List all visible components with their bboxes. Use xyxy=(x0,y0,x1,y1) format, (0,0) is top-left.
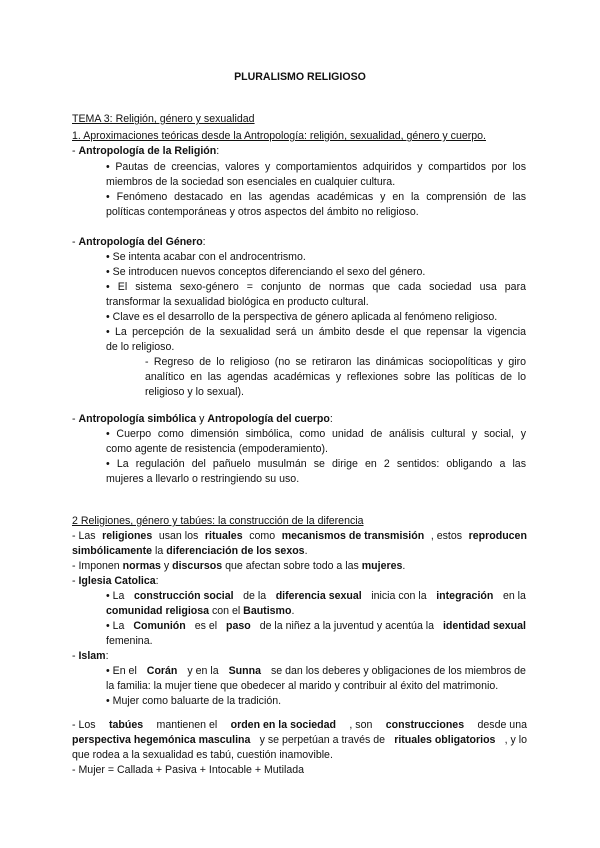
islam-bullet-1-cont: la familia: la mujer tiene que obedecer al marido y contribuir al éxito del matrimonio. xyxy=(106,680,499,692)
genero-sub-item: - Regreso de lo religioso (no se retiraron las dinámicas sociopolíticas y giro xyxy=(145,356,526,368)
religion-bullet-1-cont: miembros de la sociedad son esenciales en cualquier cultura. xyxy=(106,176,396,188)
genero-bullet-5: • La percepción de la sexualidad será un ámbito desde el que repensar la vigencia xyxy=(106,326,526,338)
normas-paragraph: - Imponen normas y discursos que afectan sobre todo a las mujeres. xyxy=(72,560,406,572)
iglesia-bullet-1-cont: comunidad religiosa con el Bautismo. xyxy=(106,605,295,617)
mujer-equation: - Mujer = Callada + Pasiva + Intocable + Mutilada xyxy=(72,764,305,776)
simbolica-bullet-1-cont: como agente de resistencia (empoderamiento). xyxy=(106,443,328,455)
genero-sub-item-cont-2: religioso y lo sexual). xyxy=(145,386,244,398)
simbolica-bullet-2: • La regulación del pañuelo musulmán se dirige en 2 sentidos: obligando a las xyxy=(106,458,526,470)
religion-bullet-1: • Pautas de creencias, valores y comportamientos adquiridos y compartidos por los xyxy=(106,161,526,173)
iglesia-bullet-2-cont: femenina. xyxy=(106,635,153,647)
islam-heading: - Islam: xyxy=(72,650,109,662)
religiones-paragraph-cont: simbólicamente la diferenciación de los sexos. xyxy=(72,545,308,557)
section-2-heading: 2 Religiones, género y tabúes: la construcción de la diferencia xyxy=(72,515,364,527)
genero-bullet-3: • El sistema sexo-género = conjunto de normas que cada sociedad usa para xyxy=(106,281,526,293)
religion-heading: - Antropología de la Religión: xyxy=(72,145,220,157)
section-1-heading: 1. Aproximaciones teóricas desde la Antropología: religión, sexualidad, género y cuerpo. xyxy=(72,130,486,142)
iglesia-heading: - Iglesia Catolica: xyxy=(72,575,159,587)
religiones-paragraph: - Las religiones usan los rituales como mecanismos de transmisión , estos reproducen xyxy=(72,530,527,542)
simbolica-bullet-1: • Cuerpo como dimensión simbólica, como unidad de análisis cultural y social, y xyxy=(106,428,526,440)
genero-bullet-5-cont: de lo religioso. xyxy=(106,341,175,353)
simbolica-heading: - Antropología simbólica y Antropología del cuerpo: xyxy=(72,413,333,425)
religion-bullet-2: • Fenómeno destacado en las agendas académicas y en la comprensión de las xyxy=(106,191,526,203)
simbolica-bullet-2-cont: mujeres a llevarlo o restringiendo su uso. xyxy=(106,473,300,485)
topic-heading: TEMA 3: Religión, género y sexualidad xyxy=(72,113,255,125)
genero-bullet-2: • Se introducen nuevos conceptos diferenciando el sexo del género. xyxy=(106,266,426,278)
document-title: PLURALISMO RELIGIOSO xyxy=(234,71,366,83)
genero-heading: - Antropología del Género: xyxy=(72,236,206,248)
iglesia-bullet-2: • La Comunión es el paso de la niñez a la juventud y acentúa la identidad sexual xyxy=(106,620,526,632)
tabues-paragraph-cont-2: que rodea a la sexualidad es tabú, cuestión inamovible. xyxy=(72,749,333,761)
genero-bullet-1: • Se intenta acabar con el androcentrismo. xyxy=(106,251,306,263)
iglesia-bullet-1: • La construcción social de la diferencia sexual inicia con la integración en la xyxy=(106,590,526,602)
tabues-paragraph: - Los tabúes mantienen el orden en la sociedad , son construcciones desde una xyxy=(72,719,527,731)
islam-bullet-1: • En el Corán y en la Sunna se dan los deberes y obligaciones de los miembros de xyxy=(106,665,526,677)
genero-bullet-4: • Clave es el desarrollo de la perspectiva de género aplicada al fenómeno religioso. xyxy=(106,311,498,323)
genero-bullet-3-cont: transformar la sexualidad biológica en producto cultural. xyxy=(106,296,369,308)
islam-bullet-2: • Mujer como baluarte de la tradición. xyxy=(106,695,282,707)
tabues-paragraph-cont-1: perspectiva hegemónica masculina y se perpetúan a través de rituales obligatorios , y lo xyxy=(72,734,527,746)
religion-bullet-2-cont: políticas contemporáneas y otros aspectos del ámbito no religioso. xyxy=(106,206,419,218)
genero-sub-item-cont-1: analítico en las agendas académicas y reflexiones sobre las políticas de lo xyxy=(145,371,526,383)
